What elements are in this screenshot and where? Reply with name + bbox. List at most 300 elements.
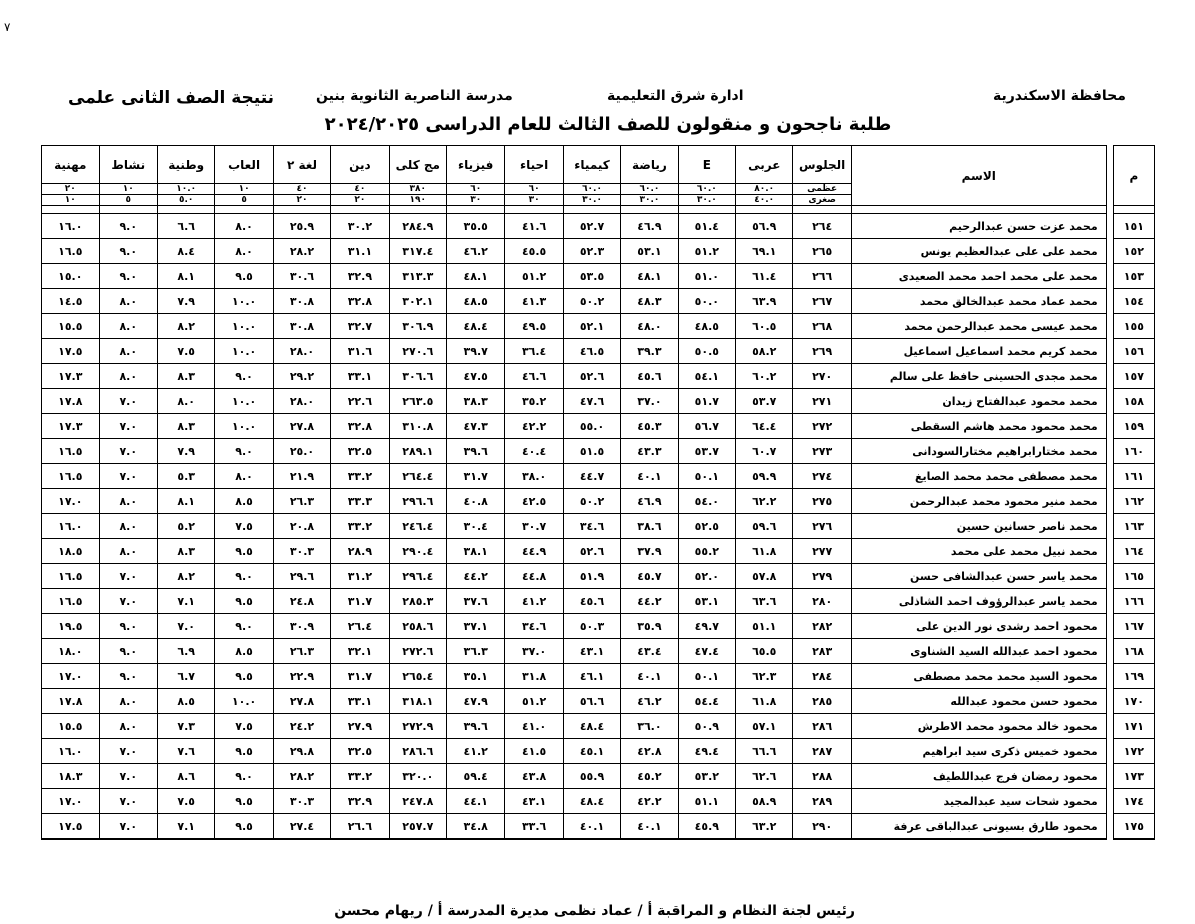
grade-cell: ٢١.٩ xyxy=(273,464,330,489)
grade-cell: ٢٥٧.٧ xyxy=(389,814,446,839)
grade-cell: ٥٨.٩ xyxy=(736,789,793,814)
grade-cell: ٢٢.٩ xyxy=(273,664,330,689)
grade-cell: ٢٧.٨ xyxy=(273,689,330,714)
grade-cell: ٧.٠ xyxy=(99,414,157,439)
grade-cell: ٤٩.٧ xyxy=(678,614,735,639)
seat-number: ٢٦٨ xyxy=(793,314,851,339)
grade-cell: ٤٧.٥ xyxy=(447,364,505,389)
grade-cell: ٣٢.٥ xyxy=(331,739,389,764)
column-gap xyxy=(1106,789,1113,814)
page-number: ٧ xyxy=(4,20,11,34)
grade-cell: ٣٠٦.٩ xyxy=(389,314,446,339)
grade-cell: ٢٧٠.٦ xyxy=(389,339,446,364)
student-name: محمد ياسر عبدالرؤوف احمد الشاذلى xyxy=(851,589,1106,614)
column-header-subject: وطنية xyxy=(157,146,214,184)
grade-cell: ٧.٦ xyxy=(157,739,214,764)
grade-cell: ٩.٠ xyxy=(99,639,157,664)
grade-cell: ٤٥.٢ xyxy=(621,764,678,789)
grade-cell: ٤٧.٦ xyxy=(563,389,620,414)
table-row xyxy=(42,389,1155,414)
grade-cell: ٥٠.١ xyxy=(678,464,735,489)
column-header-subject: كيمياء xyxy=(563,146,620,184)
grade-cell: ٥٠.٠ xyxy=(678,289,735,314)
seat-number: ٢٧٥ xyxy=(793,489,851,514)
grade-cell: ٩.٥ xyxy=(215,264,273,289)
grade-cell: ٤٠.١ xyxy=(621,814,678,839)
column-gap xyxy=(1106,489,1113,514)
grade-cell: ٧.٩ xyxy=(157,289,214,314)
grade-cell: ٥٧.٨ xyxy=(736,564,793,589)
grade-cell: ٨.٠ xyxy=(99,339,157,364)
row-number: ١٥٤ xyxy=(1113,289,1154,314)
column-header-subject: عربى xyxy=(736,146,793,184)
column-header-seat: الجلوس xyxy=(793,146,851,184)
grade-cell: ٣١.٢ xyxy=(331,564,389,589)
row-number: ١٥١ xyxy=(1113,214,1154,239)
grade-cell: ٣٧.١ xyxy=(447,614,505,639)
student-name: محمود شحات سيد عبدالمجيد xyxy=(851,789,1106,814)
grade-cell: ٣٧.٠ xyxy=(621,389,678,414)
subject-max: ٦٠.٠ xyxy=(563,184,620,195)
grade-cell: ٧.٠ xyxy=(99,564,157,589)
grade-cell: ٤١.٦ xyxy=(505,214,563,239)
grade-cell: ٥١.٠ xyxy=(678,264,735,289)
grade-cell: ٤٦.٩ xyxy=(621,489,678,514)
grade-cell: ٥١.٧ xyxy=(678,389,735,414)
grade-cell: ١٠.٠ xyxy=(215,289,273,314)
grade-cell: ١٧.٣ xyxy=(42,364,100,389)
grade-cell: ٥٤.٠ xyxy=(678,489,735,514)
grade-cell: ٤٧.٣ xyxy=(447,414,505,439)
column-header-m: م xyxy=(1113,146,1154,206)
spacer-cell xyxy=(157,206,214,214)
column-gap xyxy=(1106,464,1113,489)
seat-number: ٢٨٠ xyxy=(793,589,851,614)
row-number: ١٦٤ xyxy=(1113,539,1154,564)
grade-cell: ٥٢.١ xyxy=(563,314,620,339)
grade-cell: ٥٠.٢ xyxy=(563,489,620,514)
column-gap xyxy=(1106,146,1113,206)
row-number: ١٥٨ xyxy=(1113,389,1154,414)
student-name: محمد عيسى محمد عبدالرحمن محمد xyxy=(851,314,1106,339)
row-number: ١٦٩ xyxy=(1113,664,1154,689)
table-row xyxy=(42,714,1155,739)
grade-cell: ١٥.٥ xyxy=(42,714,100,739)
grade-cell: ٤٤.٧ xyxy=(563,464,620,489)
grade-cell: ٥٠.٢ xyxy=(563,289,620,314)
spacer-cell xyxy=(678,206,735,214)
column-header-subject: رياضة xyxy=(621,146,678,184)
table-row xyxy=(42,214,1155,239)
grade-cell: ٣٣.٢ xyxy=(331,514,389,539)
table-row xyxy=(42,764,1155,789)
subject-max: ٣٨٠ xyxy=(389,184,446,195)
seat-number: ٢٦٦ xyxy=(793,264,851,289)
column-gap xyxy=(1106,714,1113,739)
grade-cell: ٣٨.٦ xyxy=(621,514,678,539)
grade-cell: ٢٥٨.٦ xyxy=(389,614,446,639)
grade-cell: ٣٢.٥ xyxy=(331,439,389,464)
spacer-cell xyxy=(331,206,389,214)
grade-cell: ٣١٧.٤ xyxy=(389,239,446,264)
column-gap xyxy=(1106,264,1113,289)
grade-cell: ١٧.٣ xyxy=(42,414,100,439)
grade-cell: ٢٨٥.٣ xyxy=(389,589,446,614)
table-end-gap xyxy=(1106,839,1113,840)
grade-cell: ١٠.٠ xyxy=(215,414,273,439)
grade-cell: ٩.٥ xyxy=(215,789,273,814)
column-header-subject: مج كلى xyxy=(389,146,446,184)
grade-cell: ٤٥.٩ xyxy=(678,814,735,839)
grade-cell: ٨.٠ xyxy=(99,289,157,314)
grade-cell: ٣٠.٧ xyxy=(505,514,563,539)
grade-cell: ٥٤.١ xyxy=(678,364,735,389)
grade-cell: ٥٥.٩ xyxy=(563,764,620,789)
grade-cell: ٣٣.١ xyxy=(331,689,389,714)
grade-cell: ٤٤.٩ xyxy=(505,539,563,564)
grade-cell: ٥٠.٩ xyxy=(678,714,735,739)
grade-cell: ٤٦.١ xyxy=(563,664,620,689)
seat-number: ٢٧٠ xyxy=(793,364,851,389)
column-gap xyxy=(1106,689,1113,714)
column-gap xyxy=(1106,389,1113,414)
grade-cell: ٥١.١ xyxy=(736,614,793,639)
grade-cell: ٢٨٤.٩ xyxy=(389,214,446,239)
grade-cell: ٤٣.١ xyxy=(505,789,563,814)
student-name: محمد ناصر حسانين حسين xyxy=(851,514,1106,539)
grade-cell: ٣١.٧ xyxy=(447,464,505,489)
subject-min: ٣٠ xyxy=(447,195,505,206)
column-header-subject: دين xyxy=(331,146,389,184)
result-header: نتيجة الصف الثانى علمى xyxy=(68,88,275,108)
grade-cell: ٢٥.٠ xyxy=(273,439,330,464)
grade-cell: ٤٩.٤ xyxy=(678,739,735,764)
grade-cell: ٨.٢ xyxy=(157,564,214,589)
grade-cell: ١٦.٥ xyxy=(42,589,100,614)
grade-cell: ٢٨.٢ xyxy=(273,764,330,789)
seat-number: ٢٨٩ xyxy=(793,789,851,814)
grade-cell: ٦٣.٩ xyxy=(736,289,793,314)
subject-min: ٣٠.٠ xyxy=(678,195,735,206)
spacer-cell xyxy=(793,206,851,214)
grade-cell: ٤٤.١ xyxy=(447,789,505,814)
grade-cell: ٣٢.٨ xyxy=(331,289,389,314)
grade-cell: ٢٢.٦ xyxy=(331,389,389,414)
row-number: ١٧٢ xyxy=(1113,739,1154,764)
grade-cell: ٦٠.٥ xyxy=(736,314,793,339)
grade-cell: ٣٨.٠ xyxy=(505,464,563,489)
grade-cell: ٩.٥ xyxy=(215,664,273,689)
row-number: ١٦٠ xyxy=(1113,439,1154,464)
grade-cell: ٥.٢ xyxy=(157,514,214,539)
subject-max: ٤٠ xyxy=(273,184,330,195)
table-row xyxy=(42,489,1155,514)
grade-cell: ٣١.٨ xyxy=(505,664,563,689)
grade-cell: ٢٩٦.٦ xyxy=(389,489,446,514)
student-name: محمود احمد عبدالله السيد الشناوى xyxy=(851,639,1106,664)
grade-cell: ٤٦.٩ xyxy=(621,214,678,239)
subject-max: ٢٠ xyxy=(42,184,100,195)
student-name: محمد محمود عبدالفتاح زيدان xyxy=(851,389,1106,414)
grade-cell: ٨.٥ xyxy=(215,489,273,514)
row-number: ١٧٤ xyxy=(1113,789,1154,814)
grade-cell: ٤٦.٢ xyxy=(621,689,678,714)
seat-number: ٢٨٥ xyxy=(793,689,851,714)
subject-max: ٦٠ xyxy=(505,184,563,195)
grade-cell: ٤٥.٧ xyxy=(621,564,678,589)
grade-cell: ١٦.٠ xyxy=(42,514,100,539)
grade-cell: ١٧.٨ xyxy=(42,689,100,714)
spacer-cell xyxy=(851,206,1106,214)
grade-cell: ٥٨.٢ xyxy=(736,339,793,364)
grade-cell: ٤٢.٨ xyxy=(621,739,678,764)
grade-cell: ٥٤.٤ xyxy=(678,689,735,714)
grade-cell: ٦١.٨ xyxy=(736,689,793,714)
grade-cell: ٣٢.٨ xyxy=(331,414,389,439)
column-header-subject: فيزياء xyxy=(447,146,505,184)
column-header-subject: نشاط xyxy=(99,146,157,184)
seat-number: ٢٨٧ xyxy=(793,739,851,764)
student-name: محمد مجدى الحسينى حافظ على سالم xyxy=(851,364,1106,389)
grade-cell: ٤٨.٥ xyxy=(678,314,735,339)
grade-cell: ١٧.٠ xyxy=(42,664,100,689)
table-row xyxy=(42,439,1155,464)
grade-cell: ٩.٥ xyxy=(215,739,273,764)
grade-cell: ١٠.٠ xyxy=(215,389,273,414)
grade-cell: ٥١.٢ xyxy=(505,689,563,714)
grade-cell: ٣٢٠.٠ xyxy=(389,764,446,789)
spacer-cell xyxy=(736,206,793,214)
row-number: ١٧٥ xyxy=(1113,814,1154,839)
grade-cell: ٥١.١ xyxy=(678,789,735,814)
seat-number: ٢٦٩ xyxy=(793,339,851,364)
row-number: ١٥٦ xyxy=(1113,339,1154,364)
subject-max: ٦٠.٠ xyxy=(678,184,735,195)
grade-cell: ١٨.٠ xyxy=(42,639,100,664)
subject-min: ٢٠ xyxy=(331,195,389,206)
grade-cell: ٥١.٤ xyxy=(678,214,735,239)
subject-max: ١٠ xyxy=(99,184,157,195)
grade-cell: ٢٧٢.٩ xyxy=(389,714,446,739)
seat-number: ٢٦٥ xyxy=(793,239,851,264)
grade-cell: ٥٢.٠ xyxy=(678,564,735,589)
grade-cell: ٥.٣ xyxy=(157,464,214,489)
spacer-cell xyxy=(447,206,505,214)
grade-cell: ٢٩.٨ xyxy=(273,739,330,764)
seat-number: ٢٧٦ xyxy=(793,514,851,539)
grade-cell: ٤١.٠ xyxy=(505,714,563,739)
grade-cell: ٦٢.٣ xyxy=(736,664,793,689)
grade-cell: ٨.٠ xyxy=(99,489,157,514)
grade-cell: ٢٨.٠ xyxy=(273,389,330,414)
administration-header: ادارة شرق التعليمية xyxy=(607,88,744,104)
grade-cell: ٣١٠.٨ xyxy=(389,414,446,439)
grade-cell: ٣٧.٠ xyxy=(505,639,563,664)
column-gap xyxy=(1106,814,1113,839)
seat-number: ٢٧٧ xyxy=(793,539,851,564)
table-row xyxy=(42,689,1155,714)
grade-cell: ٩.٥ xyxy=(215,814,273,839)
min-label: صغرى xyxy=(793,195,851,206)
row-number: ١٧٣ xyxy=(1113,764,1154,789)
grade-cell: ٣٩.٣ xyxy=(621,339,678,364)
grade-cell: ٩.٠ xyxy=(215,364,273,389)
grade-cell: ٥١.٢ xyxy=(505,264,563,289)
column-gap xyxy=(1106,564,1113,589)
grade-cell: ٤٨.١ xyxy=(621,264,678,289)
grade-cell: ٢٨٦.٦ xyxy=(389,739,446,764)
grade-cell: ٧.٥ xyxy=(215,514,273,539)
student-name: محمد عزت حسن عبدالرحيم xyxy=(851,214,1106,239)
column-gap xyxy=(1106,239,1113,264)
seat-number: ٢٧٣ xyxy=(793,439,851,464)
grade-cell: ٦٣.٢ xyxy=(736,814,793,839)
seat-number: ٢٧٩ xyxy=(793,564,851,589)
grade-cell: ٧.٠ xyxy=(99,814,157,839)
grade-cell: ٣٠.٨ xyxy=(273,289,330,314)
student-name: محمود خميس ذكرى سيد ابراهيم xyxy=(851,739,1106,764)
grade-cell: ٤٥.٣ xyxy=(621,414,678,439)
grade-cell: ٤٠.٤ xyxy=(505,439,563,464)
student-name: محمد نبيل محمد على محمد xyxy=(851,539,1106,564)
grade-cell: ٥٦.٩ xyxy=(736,214,793,239)
grade-cell: ٢٦.٣ xyxy=(273,639,330,664)
grade-cell: ٣٠٢.١ xyxy=(389,289,446,314)
column-gap xyxy=(1106,764,1113,789)
grade-cell: ٣٧.٩ xyxy=(621,539,678,564)
grade-cell: ٣٩.٦ xyxy=(447,439,505,464)
subject-min: ١٩٠ xyxy=(389,195,446,206)
grade-cell: ٣٨.١ xyxy=(447,539,505,564)
table-row xyxy=(42,364,1155,389)
table-end xyxy=(1113,839,1154,840)
grade-cell: ٩.٠ xyxy=(99,264,157,289)
grade-cell: ٣٢.١ xyxy=(331,639,389,664)
grade-cell: ٣٢.٩ xyxy=(331,789,389,814)
grade-cell: ٦٣.٦ xyxy=(736,589,793,614)
seat-number: ٢٨٦ xyxy=(793,714,851,739)
grade-cell: ٤٢.٥ xyxy=(505,489,563,514)
grade-cell: ٦.٩ xyxy=(157,639,214,664)
subject-min: ٢٠ xyxy=(273,195,330,206)
student-name: محمد مصطفى محمد محمد الصايغ xyxy=(851,464,1106,489)
grade-cell: ١٧.٠ xyxy=(42,789,100,814)
grade-cell: ١٨.٥ xyxy=(42,539,100,564)
row-number: ١٥٢ xyxy=(1113,239,1154,264)
student-name: محمود احمد رشدى نور الدين على xyxy=(851,614,1106,639)
grade-cell: ٥٢.٣ xyxy=(563,239,620,264)
grade-cell: ٢٨.٢ xyxy=(273,239,330,264)
grade-cell: ٦٩.١ xyxy=(736,239,793,264)
grade-cell: ٩.٠ xyxy=(215,764,273,789)
grade-cell: ٥٠.١ xyxy=(678,664,735,689)
grade-cell: ٢٤٦.٤ xyxy=(389,514,446,539)
column-gap xyxy=(1106,739,1113,764)
grade-cell: ٨.١ xyxy=(157,264,214,289)
student-name: محمود خالد محمود محمد الاطرش xyxy=(851,714,1106,739)
grade-cell: ٤٥.٥ xyxy=(505,239,563,264)
table-row xyxy=(42,414,1155,439)
grade-cell: ٣٤.٦ xyxy=(505,614,563,639)
grade-cell: ٩.٠ xyxy=(215,564,273,589)
grade-cell: ٢٤.٨ xyxy=(273,589,330,614)
table-row xyxy=(42,739,1155,764)
grade-cell: ٢٧٢.٦ xyxy=(389,639,446,664)
spacer-cell xyxy=(505,206,563,214)
grade-cell: ٥٥.٢ xyxy=(678,539,735,564)
grade-cell: ٥٠.٥ xyxy=(678,339,735,364)
column-gap xyxy=(1106,339,1113,364)
student-name: محمود حسن محمود عبدالله xyxy=(851,689,1106,714)
grade-cell: ٦١.٤ xyxy=(736,264,793,289)
spacer-cell xyxy=(389,206,446,214)
row-number: ١٦٦ xyxy=(1113,589,1154,614)
grade-cell: ٨.٠ xyxy=(99,514,157,539)
spacer-cell xyxy=(1106,206,1113,214)
grade-cell: ٨.٥ xyxy=(215,639,273,664)
subject-min: ٣٠ xyxy=(505,195,563,206)
spacer-cell xyxy=(215,206,273,214)
column-header-subject: لغة ٢ xyxy=(273,146,330,184)
grade-cell: ٩.٠ xyxy=(99,239,157,264)
grade-cell: ٣٧.٦ xyxy=(447,589,505,614)
grade-cell: ٣٠٦.٦ xyxy=(389,364,446,389)
grade-cell: ٤٨.١ xyxy=(447,264,505,289)
grade-cell: ٨.٠ xyxy=(215,239,273,264)
grade-cell: ٣٤.٨ xyxy=(447,814,505,839)
student-name: محمود السيد محمد محمد مصطفى xyxy=(851,664,1106,689)
subject-min: ٥ xyxy=(99,195,157,206)
student-name: محمد على محمد احمد محمد الصعيدى xyxy=(851,264,1106,289)
column-header-name: الاسم xyxy=(851,146,1106,206)
subject-max: ٨٠.٠ xyxy=(736,184,793,195)
subject-max: ١٠.٠ xyxy=(157,184,214,195)
table-row xyxy=(42,639,1155,664)
grade-cell: ٢٨.٠ xyxy=(273,339,330,364)
grade-cell: ٣٥.٩ xyxy=(621,614,678,639)
grade-cell: ٤٣.٨ xyxy=(505,764,563,789)
grade-cell: ٧.٠ xyxy=(99,464,157,489)
student-name: محمود طارق بسيونى عبدالباقى عرفة xyxy=(851,814,1106,839)
table-row xyxy=(42,589,1155,614)
table-row xyxy=(42,564,1155,589)
grade-cell: ٦١.٨ xyxy=(736,539,793,564)
grade-cell: ٧.٠ xyxy=(157,614,214,639)
grade-cell: ٤٥.٦ xyxy=(621,364,678,389)
grade-cell: ٧.٥ xyxy=(157,789,214,814)
grade-cell: ٧.٠ xyxy=(99,589,157,614)
grade-cell: ٥٩.٦ xyxy=(736,514,793,539)
grade-cell: ٤٣.١ xyxy=(563,639,620,664)
table-end xyxy=(42,839,1107,840)
grade-cell: ٢٧.٩ xyxy=(331,714,389,739)
seat-number: ٢٨٣ xyxy=(793,639,851,664)
table-row xyxy=(42,664,1155,689)
grade-cell: ٥٣.٥ xyxy=(563,264,620,289)
table-row xyxy=(42,789,1155,814)
grade-cell: ٧.٠ xyxy=(99,789,157,814)
column-gap xyxy=(1106,514,1113,539)
grade-cell: ٥٢.٥ xyxy=(678,514,735,539)
grade-cell: ٥٢.٦ xyxy=(563,364,620,389)
subject-min: ٥.٠ xyxy=(157,195,214,206)
grade-cell: ٤٥.٦ xyxy=(563,589,620,614)
grade-cell: ٢٩.٢ xyxy=(273,364,330,389)
grade-cell: ٣٣.٦ xyxy=(505,814,563,839)
student-name: محمد مختارابراهيم مختارالسودانى xyxy=(851,439,1106,464)
grade-cell: ٤٧.٩ xyxy=(447,689,505,714)
grade-cell: ٢٦.٣ xyxy=(273,489,330,514)
